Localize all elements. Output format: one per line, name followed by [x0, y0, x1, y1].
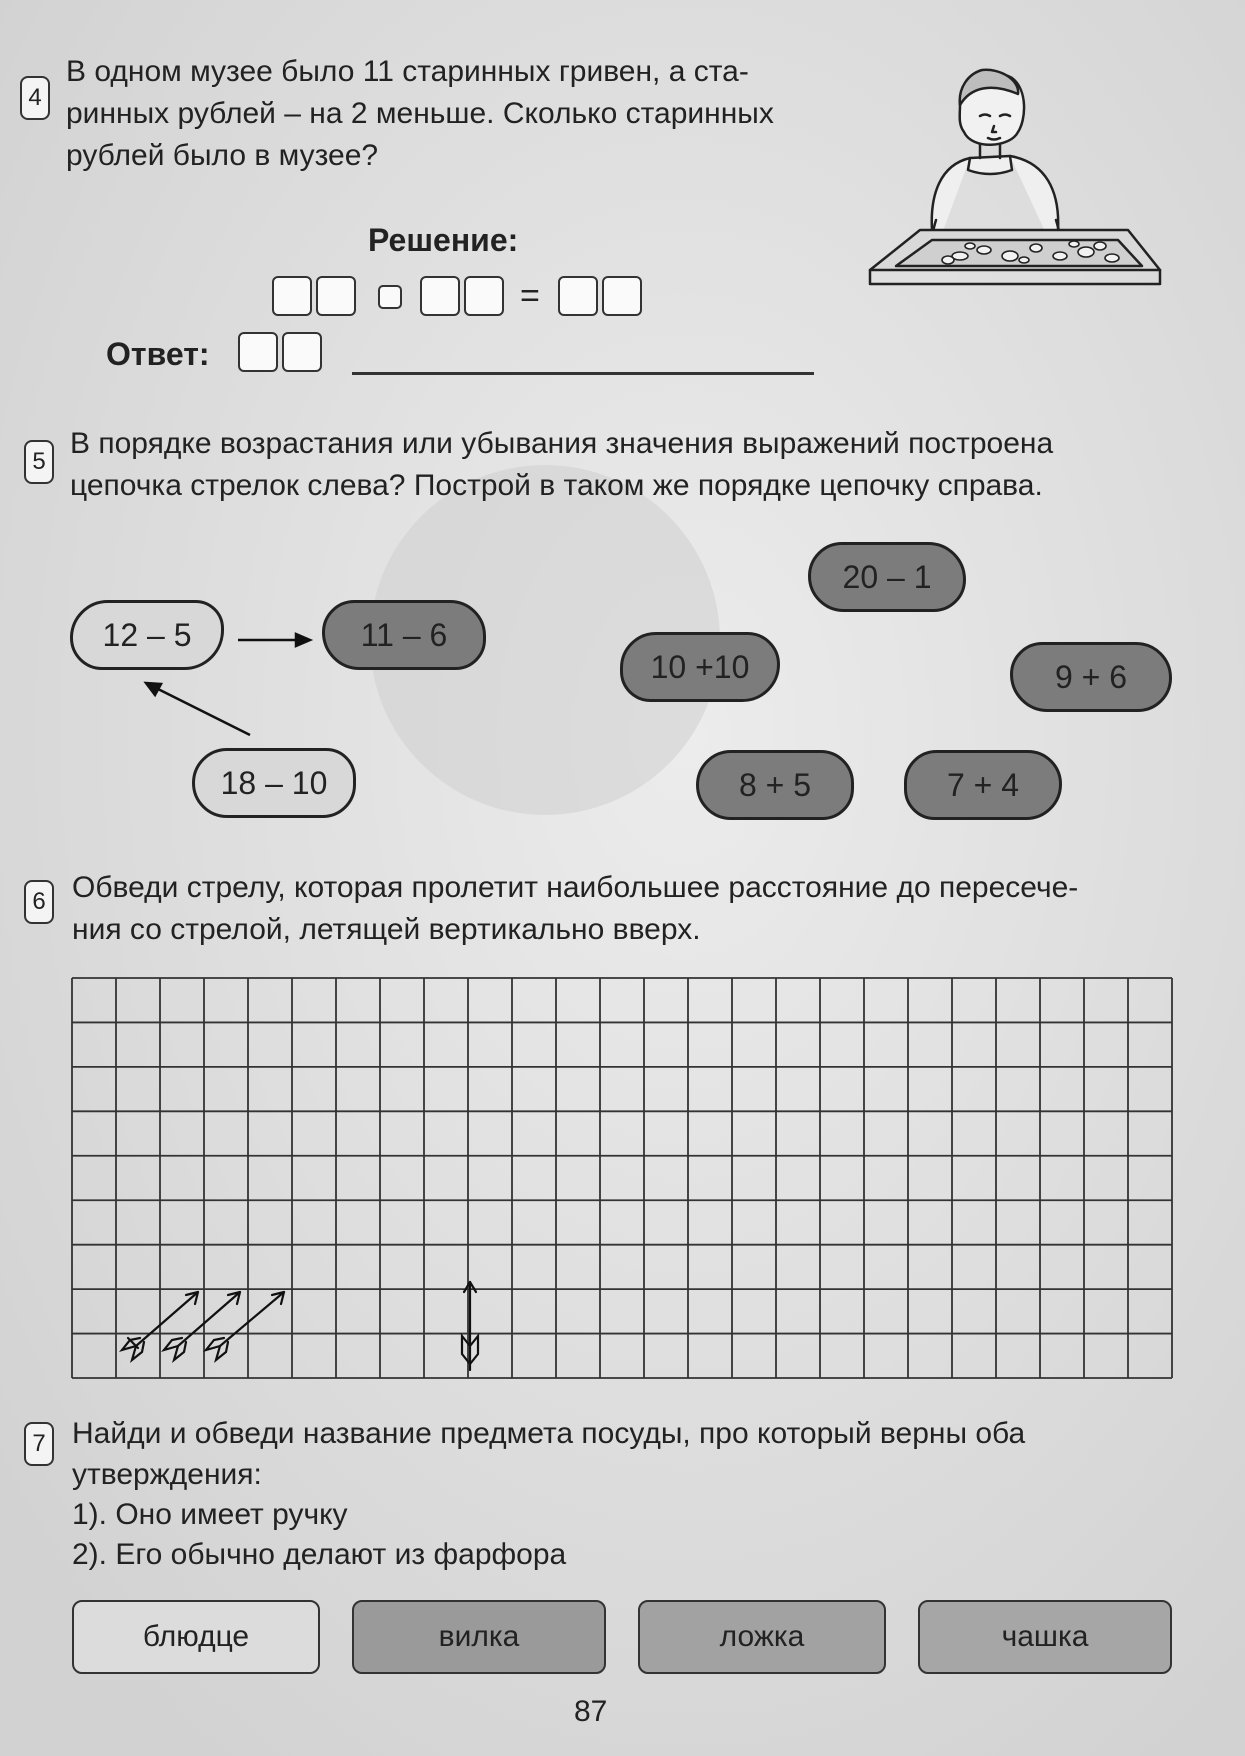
expression-blob-right-4[interactable]: 8 + 5: [696, 750, 854, 820]
solution-digit-box[interactable]: [464, 276, 504, 316]
task5-line-1: В порядке возрастания или убывания значения выражений построена: [70, 427, 1054, 460]
answer-line[interactable]: [352, 372, 814, 375]
task-number-6: 6: [24, 880, 54, 924]
arrow-grid: [70, 976, 1176, 1382]
answer-digit-box[interactable]: [282, 332, 322, 372]
task7-statement-1: 1). Оно имеет ручку: [72, 1498, 348, 1531]
task7-statement-2: 2). Его обычно делают из фарфора: [72, 1538, 567, 1571]
task4-line-2: ринных рублей – на 2 меньше. Сколько старинных: [66, 97, 774, 130]
task5-line-2: цепочка стрелок слева? Построй в таком же порядке цепочку справа.: [70, 469, 1043, 502]
task6-line-1: Обведи стрелу, которая пролетит наибольшее расстояние до пересече-: [72, 871, 1079, 904]
diagonal-arrow-2: [164, 1292, 240, 1360]
solution-digit-box[interactable]: [316, 276, 356, 316]
task-number-4: 4: [20, 76, 50, 120]
result-digit-box[interactable]: [602, 276, 642, 316]
solution-digit-box[interactable]: [272, 276, 312, 316]
solution-label: Решение:: [368, 222, 519, 258]
task4-line-1: В одном музее было 11 старинных гривен, а ста-: [66, 55, 749, 88]
task-number-7: 7: [24, 1422, 54, 1466]
task4-line-3: рублей было в музее?: [66, 139, 379, 172]
expression-blob-left-2: 11 – 6: [322, 600, 486, 670]
expression-blob-right-5[interactable]: 7 + 4: [904, 750, 1062, 820]
option-cup[interactable]: чашка: [918, 1600, 1172, 1674]
page-number: 87: [574, 1695, 608, 1728]
expression-blob-right-1[interactable]: 20 – 1: [808, 542, 966, 612]
task-number-5: 5: [24, 440, 54, 484]
expression-blob-right-2[interactable]: 10 +10: [620, 632, 780, 702]
diagonal-arrow-3: [206, 1292, 284, 1360]
result-digit-box[interactable]: [558, 276, 598, 316]
expression-blob-left-1: 12 – 5: [70, 600, 224, 670]
option-saucer[interactable]: блюдце: [72, 1600, 320, 1674]
option-spoon[interactable]: ложка: [638, 1600, 886, 1674]
answer-label: Ответ:: [106, 336, 210, 372]
task7-line-2: утверждения:: [72, 1458, 262, 1491]
boy-with-coins-illustration: [860, 60, 1170, 340]
vertical-arrow: [462, 1282, 478, 1370]
operation-sign-box[interactable]: [378, 285, 402, 309]
task6-line-2: ния со стрелой, летящей вертикально вверх.: [72, 913, 701, 946]
expression-blob-left-3: 18 – 10: [192, 748, 356, 818]
answer-digit-box[interactable]: [238, 332, 278, 372]
option-fork[interactable]: вилка: [352, 1600, 606, 1674]
solution-digit-box[interactable]: [420, 276, 460, 316]
expression-blob-right-3[interactable]: 9 + 6: [1010, 642, 1172, 712]
task7-line-1: Найди и обведи название предмета посуды, про который верны оба: [72, 1417, 1026, 1450]
equals-sign: =: [520, 277, 540, 315]
